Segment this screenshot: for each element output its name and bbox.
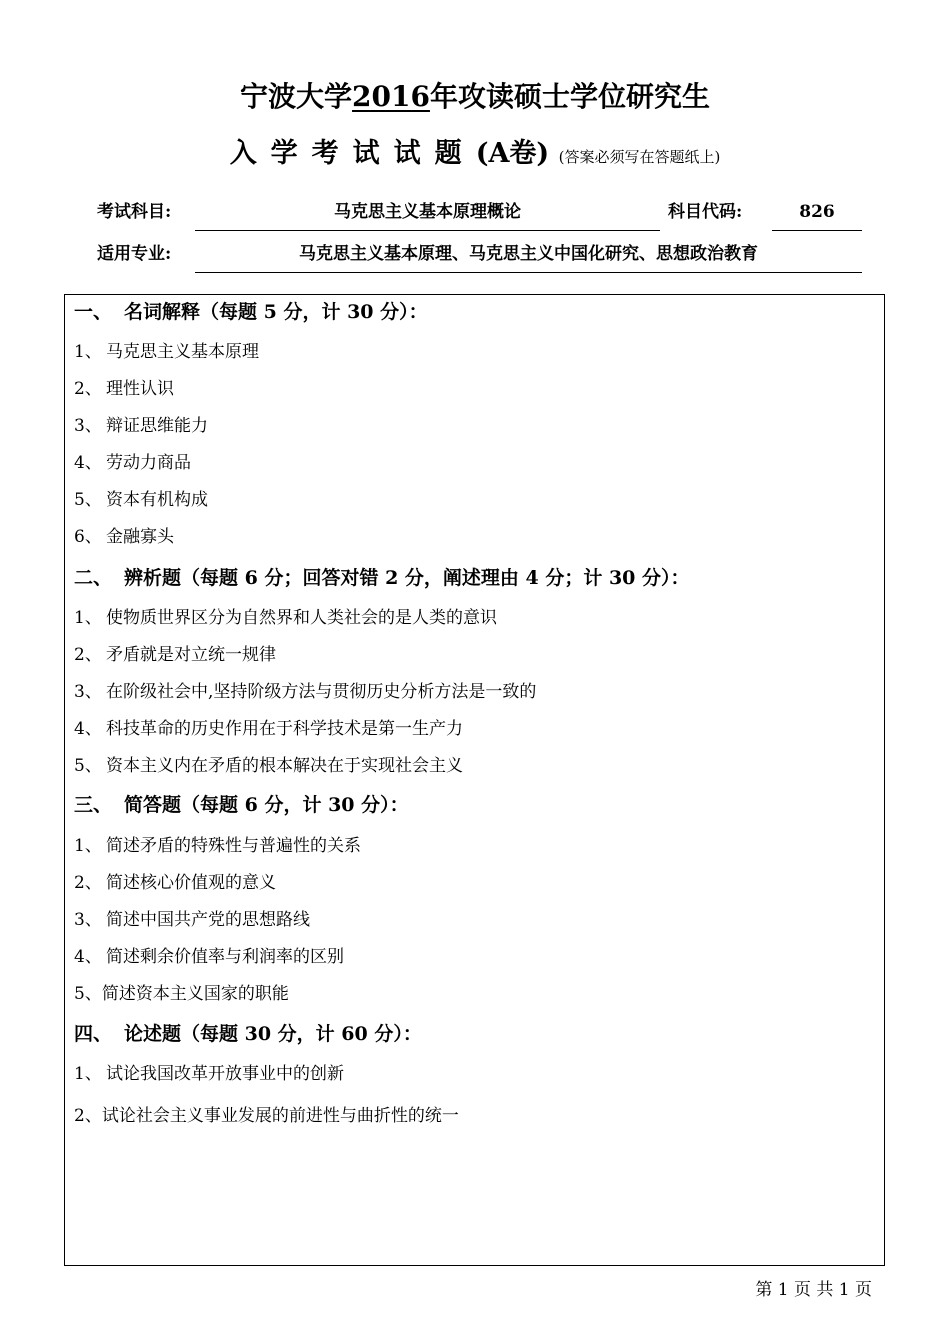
subtitle-note: (答案必须写在答题纸上): [558, 148, 721, 166]
question-item: 2、 矛盾就是对立统一规律: [74, 645, 276, 665]
section-number: 三、: [74, 794, 113, 816]
section-3-heading: [74, 791, 409, 819]
question-item: 5、简述资本主义国家的职能: [74, 984, 289, 1004]
title-year: 2016: [352, 80, 430, 113]
subtitle-variant: (A卷): [475, 138, 550, 169]
question-item: 3、 辩证思维能力: [74, 416, 208, 436]
question-item: 4、 简述剩余价值率与利润率的区别: [74, 947, 344, 967]
section-2-heading: [74, 564, 690, 592]
section-title: 辨析题（每题 6 分；回答对错 2 分，阐述理由 4 分；计 30 分）：: [124, 567, 690, 589]
major-value: 马克思主义基本原理、马克思主义中国化研究、思想政治教育: [195, 242, 862, 273]
question-item: 1、 使物质世界区分为自然界和人类社会的是人类的意识: [74, 608, 497, 628]
title-prefix: 宁波大学: [240, 80, 353, 113]
code-value: 826: [772, 200, 862, 231]
section-title: 论述题（每题 30 分，计 60 分）：: [124, 1023, 422, 1045]
question-item: 4、 科技革命的历史作用在于科学技术是第一生产力: [74, 719, 463, 739]
section-4-heading: [74, 1020, 422, 1048]
section-title: 简答题（每题 6 分，计 30 分）：: [124, 794, 409, 816]
question-item: 4、 劳动力商品: [74, 453, 191, 473]
question-item: 2、 理性认识: [74, 379, 174, 399]
section-number: 一、: [74, 301, 113, 323]
question-item: 1、 简述矛盾的特殊性与普遍性的关系: [74, 836, 361, 856]
section-number: 二、: [74, 567, 113, 589]
title-suffix: 年攻读硕士学位研究生: [429, 80, 710, 113]
exam-title: [0, 78, 950, 116]
section-1-heading: [74, 298, 428, 326]
subtitle-main: 入学考试试题: [229, 138, 476, 169]
section-title: 名词解释（每题 5 分，计 30 分）：: [124, 301, 428, 323]
question-item: 6、 金融寡头: [74, 527, 174, 547]
exam-subtitle: [0, 136, 950, 175]
question-item: 3、 简述中国共产党的思想路线: [74, 910, 310, 930]
subject-label: 考试科目:: [97, 202, 172, 222]
page-number: 第 1 页 共 1 页: [755, 1280, 872, 1300]
question-item: 2、试论社会主义事业发展的前进性与曲折性的统一: [74, 1106, 459, 1126]
code-label: 科目代码:: [668, 202, 743, 222]
major-label: 适用专业:: [97, 244, 172, 264]
question-item: 5、 资本有机构成: [74, 490, 208, 510]
question-item: 1、 马克思主义基本原理: [74, 342, 259, 362]
question-item: 5、 资本主义内在矛盾的根本解决在于实现社会主义: [74, 756, 463, 776]
question-item: 3、 在阶级社会中,坚持阶级方法与贯彻历史分析方法是一致的: [74, 682, 537, 702]
subject-value: 马克思主义基本原理概论: [195, 200, 660, 231]
section-number: 四、: [74, 1023, 113, 1045]
question-item: 2、 简述核心价值观的意义: [74, 873, 276, 893]
question-item: 1、 试论我国改革开放事业中的创新: [74, 1064, 344, 1084]
